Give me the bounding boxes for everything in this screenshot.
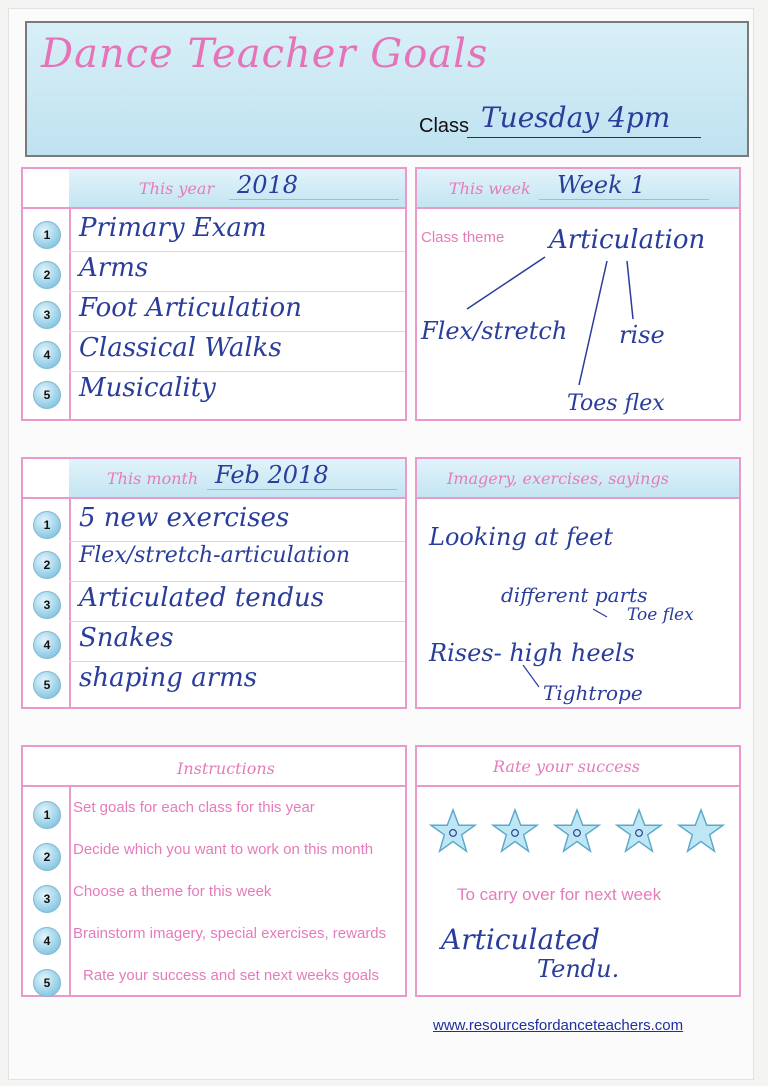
list-item[interactable]: Flex/stretch-articulation [69,541,405,582]
class-value[interactable]: Tuesday 4pm [467,101,701,138]
year-value[interactable]: 2018 [237,171,299,199]
week-value[interactable]: Week 1 [557,171,646,199]
page-title: Dance Teacher Goals [41,31,489,77]
carry-over-label: To carry over for next week [457,885,662,904]
number-badge: 3 [33,591,61,619]
rating-panel-header [417,747,739,787]
star-icon[interactable] [429,807,477,855]
number-badge: 2 [33,551,61,579]
number-badge: 1 [33,511,61,539]
month-goals-panel [21,457,407,709]
star-icon[interactable] [553,807,601,855]
instruction-row: Choose a theme for this week [73,883,272,900]
number-badge: 3 [33,885,61,913]
theme-branch: Toes flex [567,391,665,416]
number-badge: 2 [33,843,61,871]
number-badge: 4 [33,927,61,955]
instruction-row: Brainstorm imagery, special exercises, rewards [73,925,387,942]
imagery-note: Toe flex [627,605,694,625]
month-panel-header [69,459,405,499]
worksheet-page [8,8,754,1080]
instructions-panel-header [69,747,405,787]
class-theme-value[interactable]: Articulation [549,225,706,255]
imagery-panel [415,457,741,709]
list-item[interactable]: Classical Walks [69,331,405,372]
carry-over-value[interactable]: Articulated [441,923,600,956]
number-badge: 5 [33,969,61,997]
number-badge: 1 [33,801,61,829]
rating-panel [415,745,741,997]
month-value[interactable]: Feb 2018 [215,461,329,489]
instruction-row: Set goals for each class for this year [73,799,315,816]
list-item[interactable]: Foot Articulation [69,291,405,332]
number-badge: 1 [33,221,61,249]
list-item[interactable]: 5 new exercises [69,501,405,542]
number-badge: 5 [33,671,61,699]
month-underline [207,489,397,490]
list-item[interactable]: Arms [69,251,405,292]
footer-website-link[interactable]: www.resourcesfordanceteachers.com [433,1017,684,1034]
imagery-note: Rises- high heels [429,639,635,667]
carry-over-value-2[interactable]: Tendu. [537,955,620,983]
star-icon[interactable] [677,807,725,855]
number-badge: 5 [33,381,61,409]
number-column-head [23,459,69,499]
list-item[interactable]: Articulated tendus [69,581,405,622]
year-underline [229,199,399,200]
number-badge: 4 [33,341,61,369]
star-icon[interactable] [491,807,539,855]
list-item[interactable]: Musicality [79,373,216,403]
star-icon[interactable] [615,807,663,855]
imagery-note: Tightrope [543,681,643,705]
number-column-head [23,169,69,209]
imagery-note: different parts [501,583,648,607]
header-banner [25,21,749,157]
list-item[interactable]: Snakes [69,621,405,662]
week-theme-panel [415,167,741,421]
list-item[interactable]: Primary Exam [69,211,405,252]
imagery-connector-lines [417,459,739,707]
number-badge: 3 [33,301,61,329]
year-label: This year [139,179,215,198]
theme-branch: Flex/stretch [421,317,568,345]
imagery-label: Imagery, exercises, sayings [447,469,669,488]
class-theme-label: Class theme [421,229,505,246]
list-item[interactable]: shaping arms [79,663,258,693]
rating-label: Rate your success [493,757,640,776]
week-label: This week [449,179,531,198]
imagery-note: Looking at feet [429,523,614,551]
theme-branch: rise [619,321,665,349]
class-label: Class [419,115,470,137]
instructions-label: Instructions [177,759,275,778]
year-goals-panel [21,167,407,421]
theme-branch-lines [417,169,739,419]
year-panel-header [69,169,405,209]
instructions-panel [21,745,407,997]
month-label: This month [107,469,199,488]
instruction-row: Decide which you want to work on this month [73,841,374,858]
number-column-head [23,747,69,787]
number-badge: 4 [33,631,61,659]
instruction-row: Rate your success and set next weeks goals [83,967,379,984]
number-badge: 2 [33,261,61,289]
